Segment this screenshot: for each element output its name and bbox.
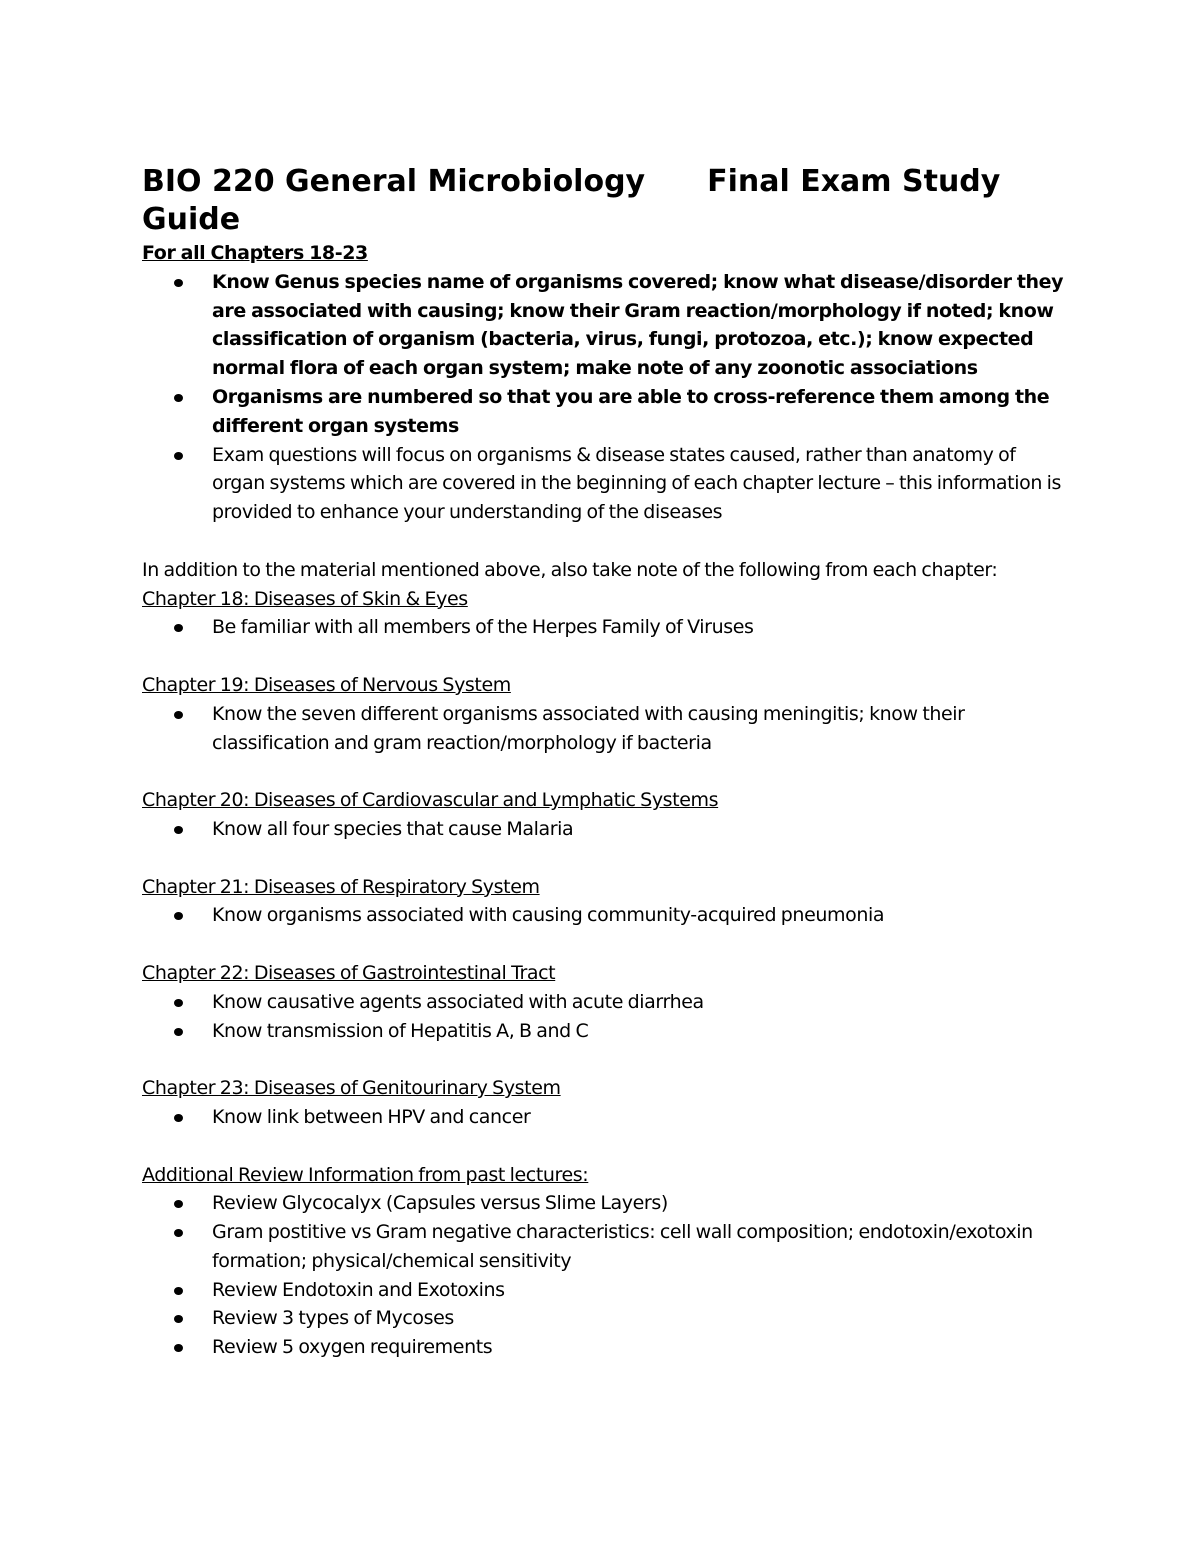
- list-item: [142, 988, 1072, 1017]
- bullet-icon: [174, 1344, 183, 1352]
- additional-review-heading: Additional Review Information from past lectures:: [142, 1163, 589, 1186]
- list-item-text: Know organisms associated with causing community-acquired pneumonia: [212, 904, 885, 927]
- document-body: [142, 239, 1072, 1362]
- document-page: [142, 163, 1072, 1362]
- bullet-icon: [174, 826, 183, 834]
- bullet-icon: [174, 1028, 183, 1036]
- list-item: [142, 901, 1072, 930]
- chapter-21-list: [142, 901, 1072, 930]
- intro-text: In addition to the material mentioned above, also take note of the following from each chapter:: [142, 558, 998, 581]
- list-item: [142, 383, 1072, 441]
- bullet-icon: [174, 394, 183, 402]
- chapter-22-list: [142, 988, 1072, 1046]
- title-guide: Final Exam Study Guide: [142, 164, 1001, 237]
- chapter-21-heading: Chapter 21: Diseases of Respiratory System: [142, 875, 540, 898]
- list-item: [142, 268, 1072, 383]
- all-chapters-heading: For all Chapters 18-23: [142, 242, 368, 264]
- bullet-icon: [174, 1287, 183, 1295]
- list-item: [142, 700, 1072, 758]
- list-item: [142, 815, 1072, 844]
- chapter-18-list: [142, 613, 1072, 642]
- list-item: [142, 1218, 1072, 1276]
- list-item: [142, 441, 1072, 527]
- list-item-text: Review 3 types of Mycoses: [212, 1307, 454, 1330]
- chapter-23-list: [142, 1103, 1072, 1132]
- list-item-text: Know Genus species name of organisms covered; know what disease/disorder they are associated with causing; know their Gram reaction/morphology if noted; know classification of organism (bacteria, virus, fungi, protozoa, etc.); know expected normal flora of each organ system; make note of any zoonotic associations: [212, 270, 1064, 380]
- bullet-icon: [174, 1229, 183, 1237]
- bullet-icon: [174, 279, 183, 287]
- list-item: [142, 1017, 1072, 1046]
- all-chapters-list: [142, 268, 1072, 527]
- bullet-icon: [174, 624, 183, 632]
- list-item-text: Review Glycocalyx (Capsules versus Slime Layers): [212, 1192, 668, 1215]
- list-item-text: Review 5 oxygen requirements: [212, 1336, 493, 1359]
- chapter-18-heading: Chapter 18: Diseases of Skin & Eyes: [142, 587, 468, 610]
- list-item-text: Organisms are numbered so that you are able to cross-reference them among the different organ systems: [212, 385, 1050, 437]
- list-item-text: Know causative agents associated with acute diarrhea: [212, 990, 704, 1013]
- chapter-22-heading: Chapter 22: Diseases of Gastrointestinal Tract: [142, 961, 556, 984]
- chapter-19-list: [142, 700, 1072, 758]
- bullet-icon: [174, 452, 183, 460]
- list-item-text: Know all four species that cause Malaria: [212, 817, 574, 840]
- list-item: [142, 1276, 1072, 1305]
- bullet-icon: [174, 999, 183, 1007]
- chapter-20-list: [142, 815, 1072, 844]
- list-item-text: Exam questions will focus on organisms & disease states caused, rather than anatomy of organ systems which are covered in the beginning of each chapter lecture – this information is provided to enhance your understanding of the diseases: [212, 443, 1061, 524]
- bullet-icon: [174, 1200, 183, 1208]
- bullet-icon: [174, 711, 183, 719]
- bullet-icon: [174, 1114, 183, 1122]
- list-item-text: Know link between HPV and cancer: [212, 1105, 531, 1128]
- bullet-icon: [174, 912, 183, 920]
- chapter-19-heading: Chapter 19: Diseases of Nervous System: [142, 673, 511, 696]
- list-item: [142, 1333, 1072, 1362]
- title-course: BIO 220 General Microbiology: [142, 164, 646, 199]
- chapter-20-heading: Chapter 20: Diseases of Cardiovascular and Lymphatic Systems: [142, 789, 719, 812]
- list-item-text: Know the seven different organisms associated with causing meningitis; know their classification and gram reaction/morphology if bacteria: [212, 702, 965, 754]
- additional-review-list: [142, 1189, 1072, 1362]
- list-item-text: Review Endotoxin and Exotoxins: [212, 1278, 505, 1301]
- list-item-text: Know transmission of Hepatitis A, B and C: [212, 1019, 589, 1042]
- list-item-text: Gram postitive vs Gram negative characteristics: cell wall composition; endotoxin/exotoxin formation; physical/chemical sensitivity: [212, 1221, 1033, 1272]
- bullet-icon: [174, 1315, 183, 1323]
- chapter-23-heading: Chapter 23: Diseases of Genitourinary System: [142, 1077, 561, 1100]
- list-item: [142, 613, 1072, 642]
- list-item: [142, 1189, 1072, 1218]
- list-item-text: Be familiar with all members of the Herpes Family of Viruses: [212, 616, 754, 639]
- list-item: [142, 1103, 1072, 1132]
- document-title: [142, 163, 1072, 239]
- list-item: [142, 1304, 1072, 1333]
